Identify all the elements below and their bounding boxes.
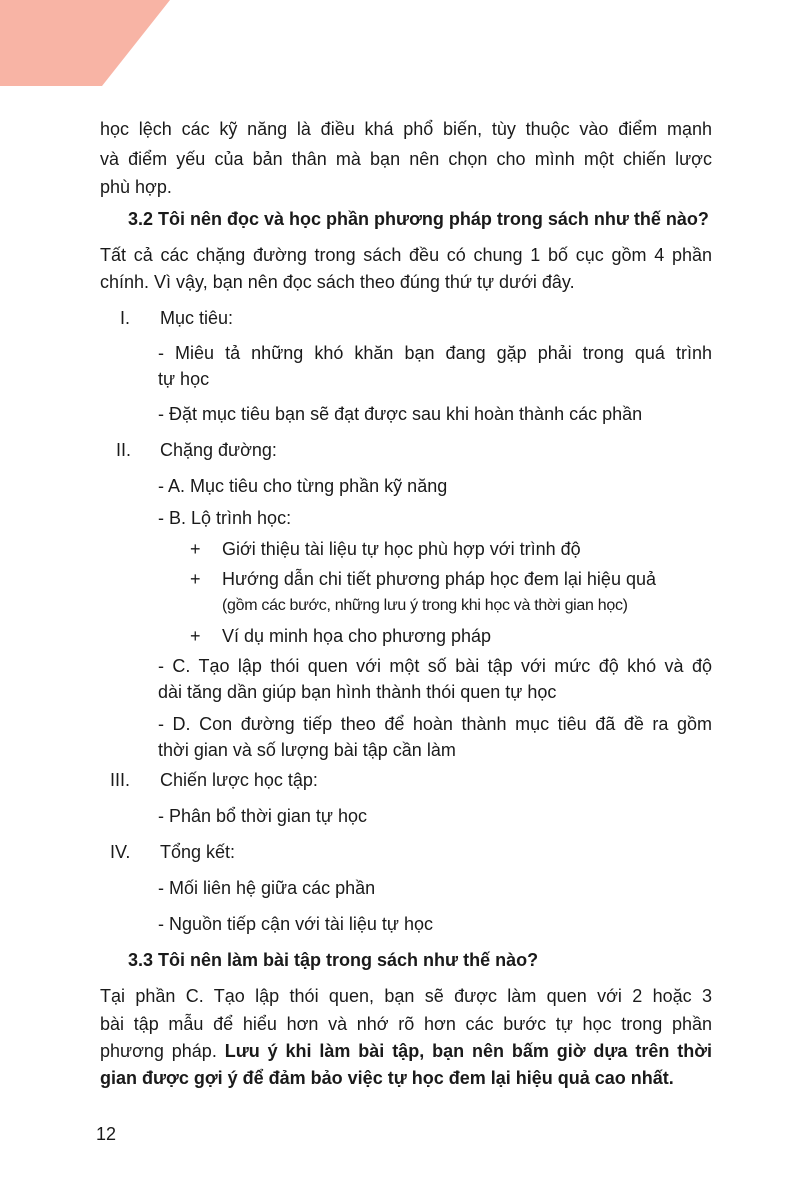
list-title: Chiến lược học tập: [160,770,318,790]
plain-text: phương pháp. [100,1041,225,1061]
sub-item: - A. Mục tiêu cho từng phần kỹ năng [158,476,448,496]
page-number: 12 [96,1124,117,1144]
plus-bullet: + [190,626,201,646]
sub-item: - D. Con đường tiếp theo để hoàn thành mục tiêu đã đề ra gồm [158,714,712,734]
plus-bullet: + [190,539,201,559]
list-number: I. [120,308,131,328]
sub-item: - Đặt mục tiêu bạn sẽ đạt được sau khi hoàn thành các phần [158,404,643,424]
sub-item: - Miêu tả những khó khăn bạn đang gặp phải trong quá trình [158,343,712,363]
section-para-line: Tất cả các chặng đường trong sách đều có chung 1 bố cục gồm 4 phần [100,245,712,265]
list-title: Chặng đường: [160,440,277,460]
bold-note: gian được gợi ý để đảm bảo việc tự học đem lại hiệu quả cao nhất. [100,1068,674,1088]
list-number: II. [116,440,132,460]
bold-note: Lưu ý khi làm bài tập, bạn nên bấm giờ dựa trên thời [224,1041,713,1061]
list-number: III. [110,770,131,790]
corner-decoration [0,0,170,86]
list-title: Mục tiêu: [160,308,234,328]
section-para-line: Tại phần C. Tạo lập thói quen, bạn sẽ được làm quen với 2 hoặc 3 [100,986,712,1006]
intro-line: và điểm yếu của bản thân mà bạn nên chọn cho mình một chiến lược [100,149,712,169]
section-para-line: bài tập mẫu để hiểu hơn và nhớ rõ hơn các bước tự học trong phần [100,1014,712,1034]
sub-item: - Mối liên hệ giữa các phần [158,878,376,898]
sub-sub-item-cont: (gồm các bước, những lưu ý trong khi học và thời gian học) [222,597,628,614]
section-heading-3-2: 3.2 Tôi nên đọc và học phần phương pháp trong sách như thế nào? [128,209,709,229]
sub-item: tự học [158,369,210,389]
list-title: Tổng kết: [160,842,236,862]
intro-line: phù hợp. [100,177,172,197]
section-para-line [100,1039,712,1063]
sub-item: thời gian và số lượng bài tập cần làm [158,740,456,760]
intro-line: học lệch các kỹ năng là điều khá phổ biến, tùy thuộc vào điểm mạnh [100,119,712,139]
sub-item: - B. Lộ trình học: [158,508,292,528]
section-para-line: chính. Vì vậy, bạn nên đọc sách theo đúng thứ tự dưới đây. [100,272,575,292]
sub-item: - C. Tạo lập thói quen với một số bài tập với mức độ khó và độ [158,656,712,676]
sub-item: - Phân bổ thời gian tự học [158,806,367,826]
sub-item: - Nguồn tiếp cận với tài liệu tự học [158,914,433,934]
section-heading-3-3: 3.3 Tôi nên làm bài tập trong sách như thế nào? [128,950,539,970]
sub-item: dài tăng dần giúp bạn hình thành thói quen tự học [158,682,557,702]
sub-sub-item: Hướng dẫn chi tiết phương pháp học đem lại hiệu quả [222,569,656,589]
sub-sub-item: Giới thiệu tài liệu tự học phù hợp với trình độ [222,539,581,559]
sub-sub-item: Ví dụ minh họa cho phương pháp [222,626,492,646]
list-number: IV. [110,842,131,862]
plus-bullet: + [190,569,201,589]
